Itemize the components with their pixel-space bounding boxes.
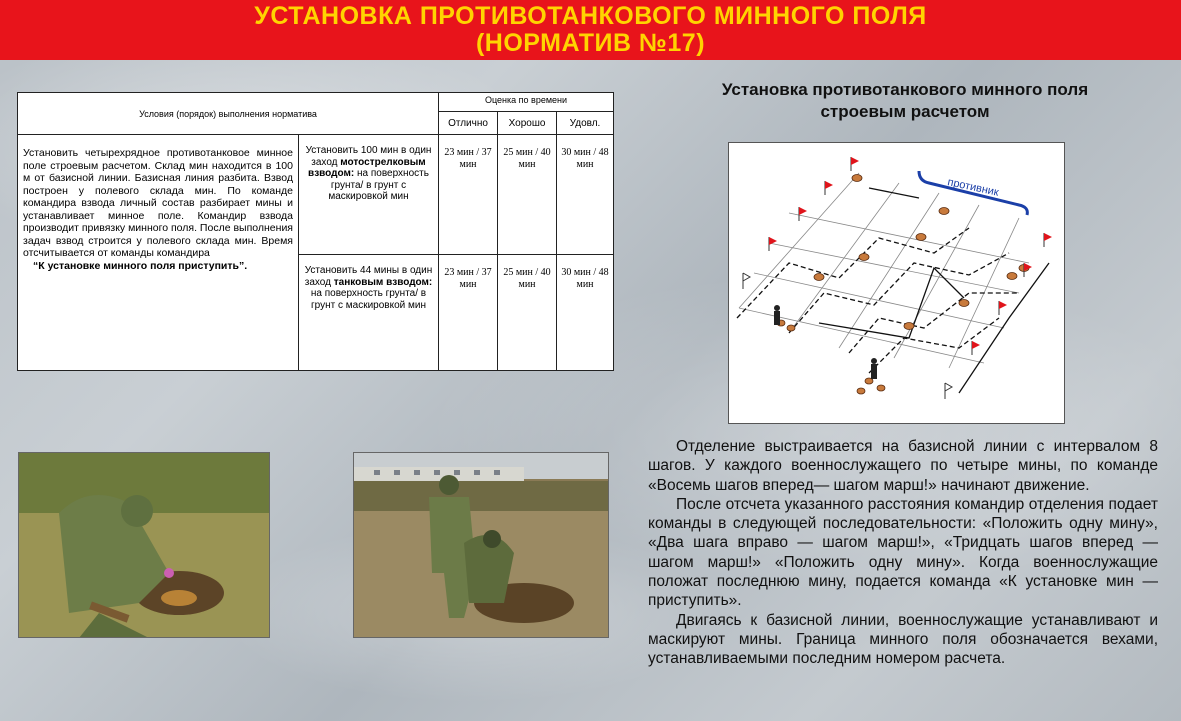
minefield-diagram [728,142,1065,424]
soldier-figures [774,305,877,379]
header-subtitle: (НОРМАТИВ №17) [475,29,706,57]
task-row2-pre: Установить 44 мины в один заход [304,265,433,288]
row2-good: 25 мин / 40 мин [498,255,557,371]
grade-satisfactory-header: Удовл. [557,112,614,135]
command-text: “К установке минного поля приступить”. [33,259,248,272]
row2-satisfactory: 30 мин / 48 мин [557,255,614,371]
task-row2 [299,255,439,371]
task-row1-pre: Установить 100 мин в один заход [305,145,432,168]
photo-platoon-minelaying [353,452,609,638]
row1-good: 25 мин / 40 мин [498,135,557,255]
enemy-label: противник [946,176,1000,199]
row1-excellent: 23 мин / 37 мин [439,135,498,255]
row1-satisfactory: 30 мин / 48 мин [557,135,614,255]
photo2-svg [354,453,608,637]
task-row2-bold: танковым взводом: [333,276,433,288]
header-title: УСТАНОВКА ПРОТИВОТАНКОВОГО МИННОГО ПОЛЯ [254,2,927,30]
minefield-diagram-svg [729,143,1064,423]
task-row1-post: на поверхность грунта/ в грунт с маскировкой мин [328,168,429,202]
norm-table [17,92,614,371]
photo1-svg [19,453,269,637]
procedure-text [648,437,1158,669]
diagram-title-line1: Установка противотанкового минного поля [721,80,1089,99]
task-row2-post: на поверхность грунта/ в грунт с маскировкой мин [310,288,427,311]
task-row1-bold: мотострелковым взводом: [308,156,426,179]
conditions-header: Условия (порядок) выполнения норматива [18,93,439,135]
grades-header: Оценка по времени [439,93,614,112]
norm-description [18,135,299,371]
mines [777,175,1029,395]
page-header [0,0,1181,60]
grade-good-header: Хорошо [498,112,557,135]
procedure-paragraph-2: После отсчета указанного расстояния командир отделения подает команды в следующей последовательности: «Положить одну мину», «Два шага вправо — шагом марш!», «Тридцать шагов вперед — шагом марш!» «Положить одну мину». Когда военнослужащие положат последнюю мину, подается команда «К установке мин — приступить». [648,495,1158,610]
grade-excellent-header: Отлично [439,112,498,135]
base-lines [819,188,1049,393]
description-text: Установить четырехрядное противотанковое минное поле строевым расчетом. Склад мин находится в 100 м от базисной линии. Базисная линия разбита. Взвод построен у полевого склада мин. По команде командира взвода личный состав разбирает мины и устанавливает минное поле. Командир взвода производит привязку минного поля. После выполнения задач взвод строится у полевого склада мин. Время отсчитывается от команды командира [23,147,293,259]
procedure-paragraph-1: Отделение выстраивается на базисной линии с интервалом 8 шагов. У каждого военнослужащего по четыре мины, по команде «Восемь шагов вперед— шагом марш!» начинают движение. [648,438,1158,494]
diagram-title [660,79,1150,123]
diagram-title-line2: строевым расчетом [820,102,990,121]
row2-excellent: 23 мин / 37 мин [439,255,498,371]
procedure-paragraph-3: Двигаясь к базисной линии, военнослужащие устанавливают и маскируют мины. Граница минного поля обозначается вехами, устанавливаемыми последним номером расчета. [648,611,1158,668]
task-row1 [299,135,439,255]
photo-soldier-installing-mine [18,452,270,638]
